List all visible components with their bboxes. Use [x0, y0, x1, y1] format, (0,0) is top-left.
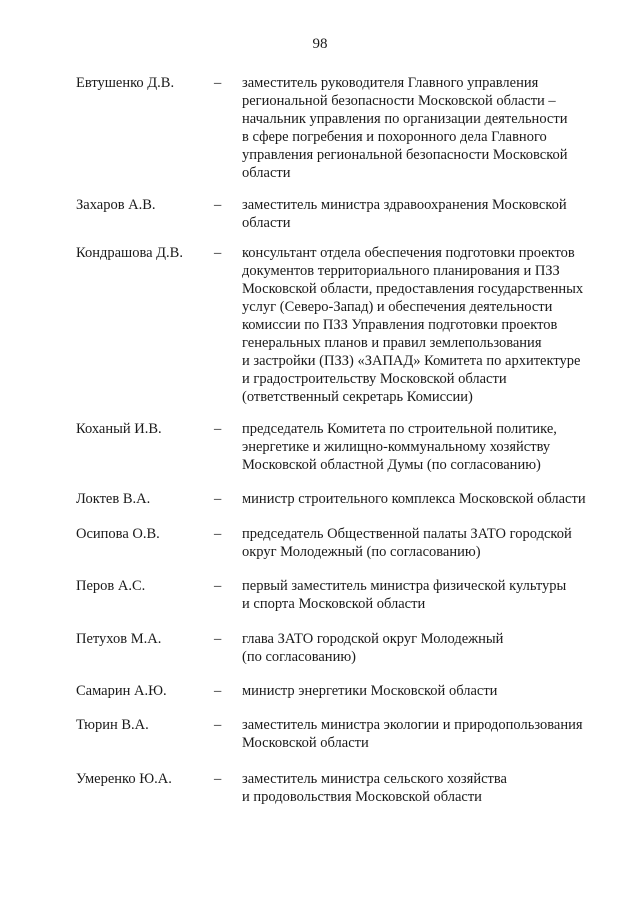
position-line: председатель Комитета по строительной политике, — [242, 421, 557, 437]
member-position — [242, 682, 612, 700]
dash-separator: – — [214, 717, 222, 733]
position-line: и спорта Московской области — [242, 596, 426, 612]
member-position — [242, 196, 612, 232]
position-line: региональной безопасности Московской области – — [242, 93, 556, 109]
position-line: области — [242, 165, 291, 181]
member-position — [242, 490, 612, 508]
position-line: Московской областной Думы (по согласованию) — [242, 457, 541, 473]
position-line: Московской области — [242, 735, 369, 751]
member-name: Петухов М.А. — [76, 631, 162, 647]
dash-separator: – — [214, 683, 222, 699]
member-name: Захаров А.В. — [76, 197, 156, 213]
member-name: Перов А.С. — [76, 578, 146, 594]
dash-separator: – — [214, 578, 222, 594]
position-line: министр строительного комплекса Московской области — [242, 491, 586, 507]
dash-separator: – — [214, 526, 222, 542]
position-line: (по согласованию) — [242, 649, 356, 665]
member-name: Локтев В.А. — [76, 491, 151, 507]
member-name: Умеренко Ю.А. — [76, 771, 172, 787]
member-name: Евтушенко Д.В. — [76, 75, 175, 91]
dash-separator: – — [214, 631, 222, 647]
member-position — [242, 577, 612, 613]
position-line: комиссии по ПЗЗ Управления подготовки проектов — [242, 317, 558, 333]
member-position — [242, 716, 612, 752]
position-line: глава ЗАТО городской округ Молодежный — [242, 631, 504, 647]
member-position — [242, 525, 612, 561]
position-line: (ответственный секретарь Комиссии) — [242, 389, 473, 405]
member-position — [242, 770, 612, 806]
position-line: округ Молодежный (по согласованию) — [242, 544, 481, 560]
member-name: Тюрин В.А. — [76, 717, 149, 733]
page-number: 98 — [312, 36, 328, 52]
position-line: в сфере погребения и похоронного дела Главного — [242, 129, 547, 145]
member-name: Коханый И.В. — [76, 421, 162, 437]
position-line: и продовольствия Московской области — [242, 789, 482, 805]
position-line: заместитель министра сельского хозяйства — [242, 771, 507, 787]
position-line: заместитель министра экологии и природопользования — [242, 717, 583, 733]
member-position — [242, 630, 612, 666]
member-name: Самарин А.Ю. — [76, 683, 167, 699]
position-line: консультант отдела обеспечения подготовки проектов — [242, 245, 575, 261]
member-name: Кондрашова Д.В. — [76, 245, 183, 261]
member-position — [242, 74, 612, 182]
member-position — [242, 420, 612, 474]
dash-separator: – — [214, 197, 222, 213]
position-line: и застройки (ПЗЗ) «ЗАПАД» Комитета по архитектуре — [242, 353, 581, 369]
dash-separator: – — [214, 491, 222, 507]
dash-separator: – — [214, 421, 222, 437]
position-line: энергетике и жилищно-коммунальному хозяйству — [242, 439, 551, 455]
member-position — [242, 244, 612, 406]
position-line: документов территориального планирования и ПЗЗ — [242, 263, 560, 279]
position-line: заместитель руководителя Главного управления — [242, 75, 539, 91]
dash-separator: – — [214, 771, 222, 787]
position-line: заместитель министра здравоохранения Московской — [242, 197, 567, 213]
position-line: министр энергетики Московской области — [242, 683, 498, 699]
position-line: Московской области, предоставления государственных — [242, 281, 584, 297]
dash-separator: – — [214, 75, 222, 91]
position-line: и градостроительству Московской области — [242, 371, 507, 387]
position-line: услуг (Северо-Запад) и обеспечения деятельности — [242, 299, 553, 315]
member-name: Осипова О.В. — [76, 526, 160, 542]
position-line: первый заместитель министра физической культуры — [242, 578, 567, 594]
dash-separator: – — [214, 245, 222, 261]
position-line: области — [242, 215, 291, 231]
position-line: управления региональной безопасности Московской — [242, 147, 568, 163]
position-line: начальник управления по организации деятельности — [242, 111, 568, 127]
position-line: председатель Общественной палаты ЗАТО городской — [242, 526, 572, 542]
position-line: генеральных планов и правил землепользования — [242, 335, 542, 351]
